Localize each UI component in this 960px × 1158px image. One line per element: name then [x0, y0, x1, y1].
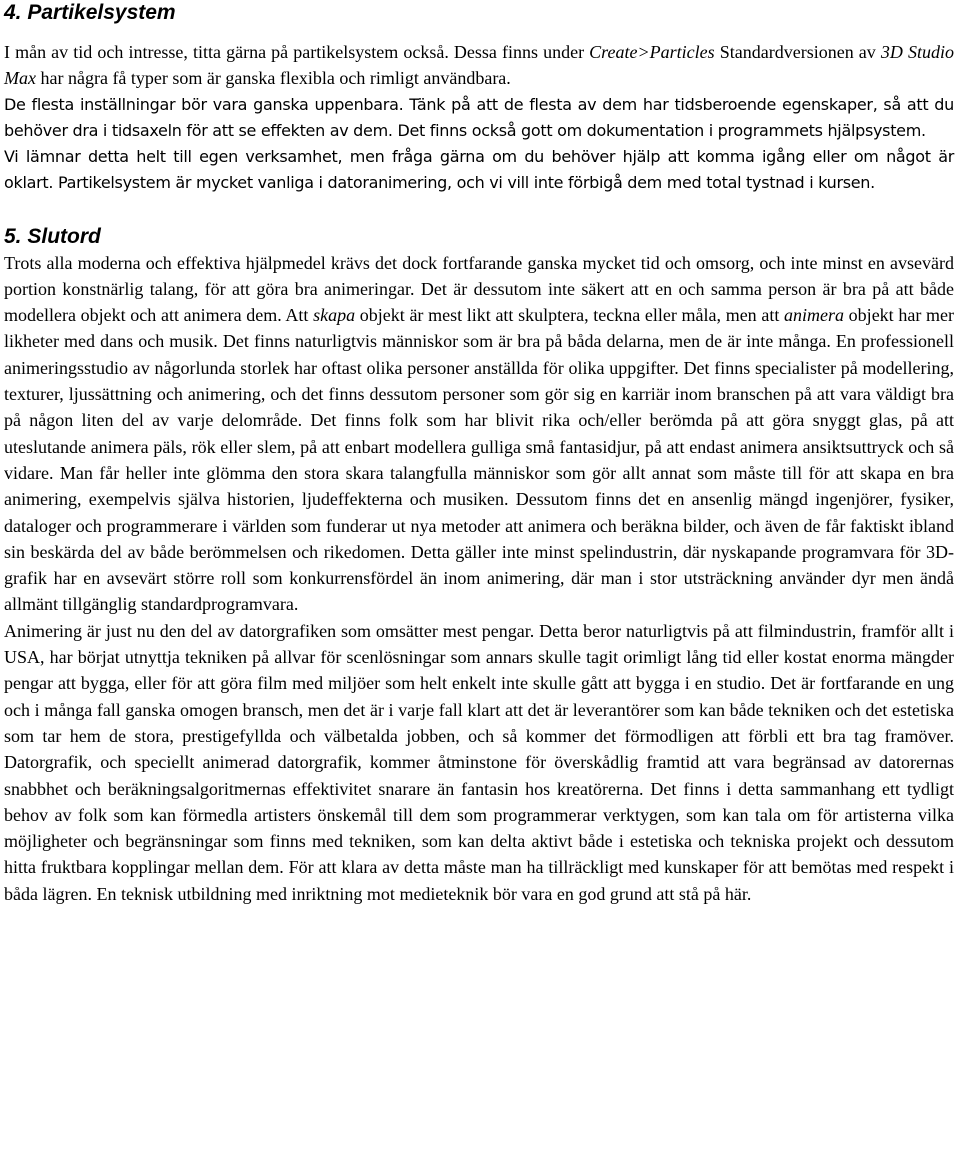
text-run: I mån av tid och intresse, titta gärna på partikelsystem också. Dessa finns under	[4, 42, 590, 62]
software-name-text: 3D Studio Max	[4, 42, 954, 89]
section-5-paragraph-2: Animering är just nu den del av datorgrafiken som omsätter mest pengar. Detta beror naturligtvis på att filmindustrin, framför allt i USA, har börjat utnyttja tekniken på allvar för scenlösningar som annars skulle tagit orimligt lång tid eller kostat enorma mängder pengar att bygga, eller för att göra film med miljöer som helt enkelt inte skulle gått att bygga i en studio. Det är fortfarande en ung och i många fall ganska omogen bransch, men det är i varje fall klart att det är leverantörer som kan både tekniken och det estetiska som tar hem de stora, prestigefyllda och välbetalda jobben, och så kommer det förmodligen att förbli ett bra tag framöver. Datorgrafik, och speciellt animerad datorgrafik, kommer åtminstone för överskådlig framtid att vara begränsad av datorernas snabbhet och beräkningsalgoritmernas effektivitet snarare än fantasin hos kreatörerna. Det finns i detta sammanhang ett tydligt behov av folk som kan förmedla artisters önskemål till dem som programmerar verktygen, som kan tala om för artisterna vilka möjligheter och begränsningar som finns med tekniken, som kan delta aktivt både i estetiska och tekniska projekt och dessutom hitta fruktbara kopplingar mellan dem. För att klara av detta måste man ha tillräckligt med kunskaper för att bemötas med respekt i båda lägren. En teknisk utbildning med inriktning mot medieteknik bör vara en god grund att stå på här.	[4, 620, 954, 904]
text-run: Vi lämnar detta helt till egen verksamhet, men fråga gärna om du behöver hjälp att komma igång eller om något är oklart.	[4, 146, 954, 192]
section-4-heading: 4. Partikelsystem	[4, 1, 176, 24]
text-run: objekt har mer likheter med dans och musik. Det finns naturligtvis människor som är bra på båda delarna, men de är inte många. En professionell animeringsstudio av någorlunda storlek har oftast olika personer anställda för olika uppgifter. Det finns specialister på modellering, texturer, ljussättning och animering, och det finns dessutom personer som gör sig en karriär inom branschen på att vara väldigt bra på någon liten del av varje delområde. Det finns folk som har blivit rika och/eller berömda på att göra snyggt glas, på att uteslutande animera päls, rök eller slem, på att enbart modellera gulliga små fantasidjur, på att endast animera ansiktsuttryck och så vidare. Man får heller inte glömma den stora skara talangfulla människor som gör allt annat som måste till för att skapa en bra animering, exempelvis själva historien, ljudeffekterna och musiken. Dessutom finns det en ansenlig mängd ingenjörer, fysiker, dataloger och programmerare i världen som funderar ut nya metoder att animera och beräkna bilder, och även de får faktiskt ibland sin beskärda del av både berömmelsen och rikedomen. Detta gäller inte minst spelindustrin, där nyskapande programvara för 3D-grafik har en avsevärt större roll som konkurrensfördel än inom animering, där man i stor utsträckning använder dyr men ändå allmänt tillgänglig standardprogramvara.	[4, 305, 954, 615]
section-4-paragraph-2: De flesta inställningar bör vara ganska uppenbara. Tänk på att de flesta av dem har tidsberoende egenskaper, så att du behöver dra i tidsaxeln för att se effekten av dem. Det finns också gott om dokumentation i programmets hjälpsystem.	[4, 94, 954, 140]
text-run: Trots alla moderna och effektiva hjälpmedel krävs det dock fortfarande ganska mycket tid och omsorg, och inte minst en avsevärd portion konstnärlig talang, för att göra bra animeringar. Det är dessutom inte säkert att en och samma person är bra på att både modellera objekt och att animera dem. Att	[4, 252, 954, 326]
menu-path-text: Create>Particles	[589, 42, 715, 62]
emphasis-text: animera	[784, 305, 845, 326]
emphasis-text: skapa	[313, 305, 356, 326]
section-5-heading: 5. Slutord	[4, 224, 101, 248]
section-5-paragraph-1	[4, 250, 954, 618]
text-run: Standardversionen av	[714, 42, 881, 62]
section-4-paragraph-1	[4, 39, 954, 92]
text-run: Partikelsystem är mycket vanliga i datoranimering, och vi vill inte förbigå dem med total tystnad i kursen.	[53, 172, 875, 192]
text-run: har några få typer som är ganska flexibla och rimligt användbara.	[35, 68, 511, 89]
section-4-paragraph-3	[4, 144, 954, 196]
text-run: objekt är mest likt att skulptera, teckna eller måla, men att	[355, 305, 785, 326]
